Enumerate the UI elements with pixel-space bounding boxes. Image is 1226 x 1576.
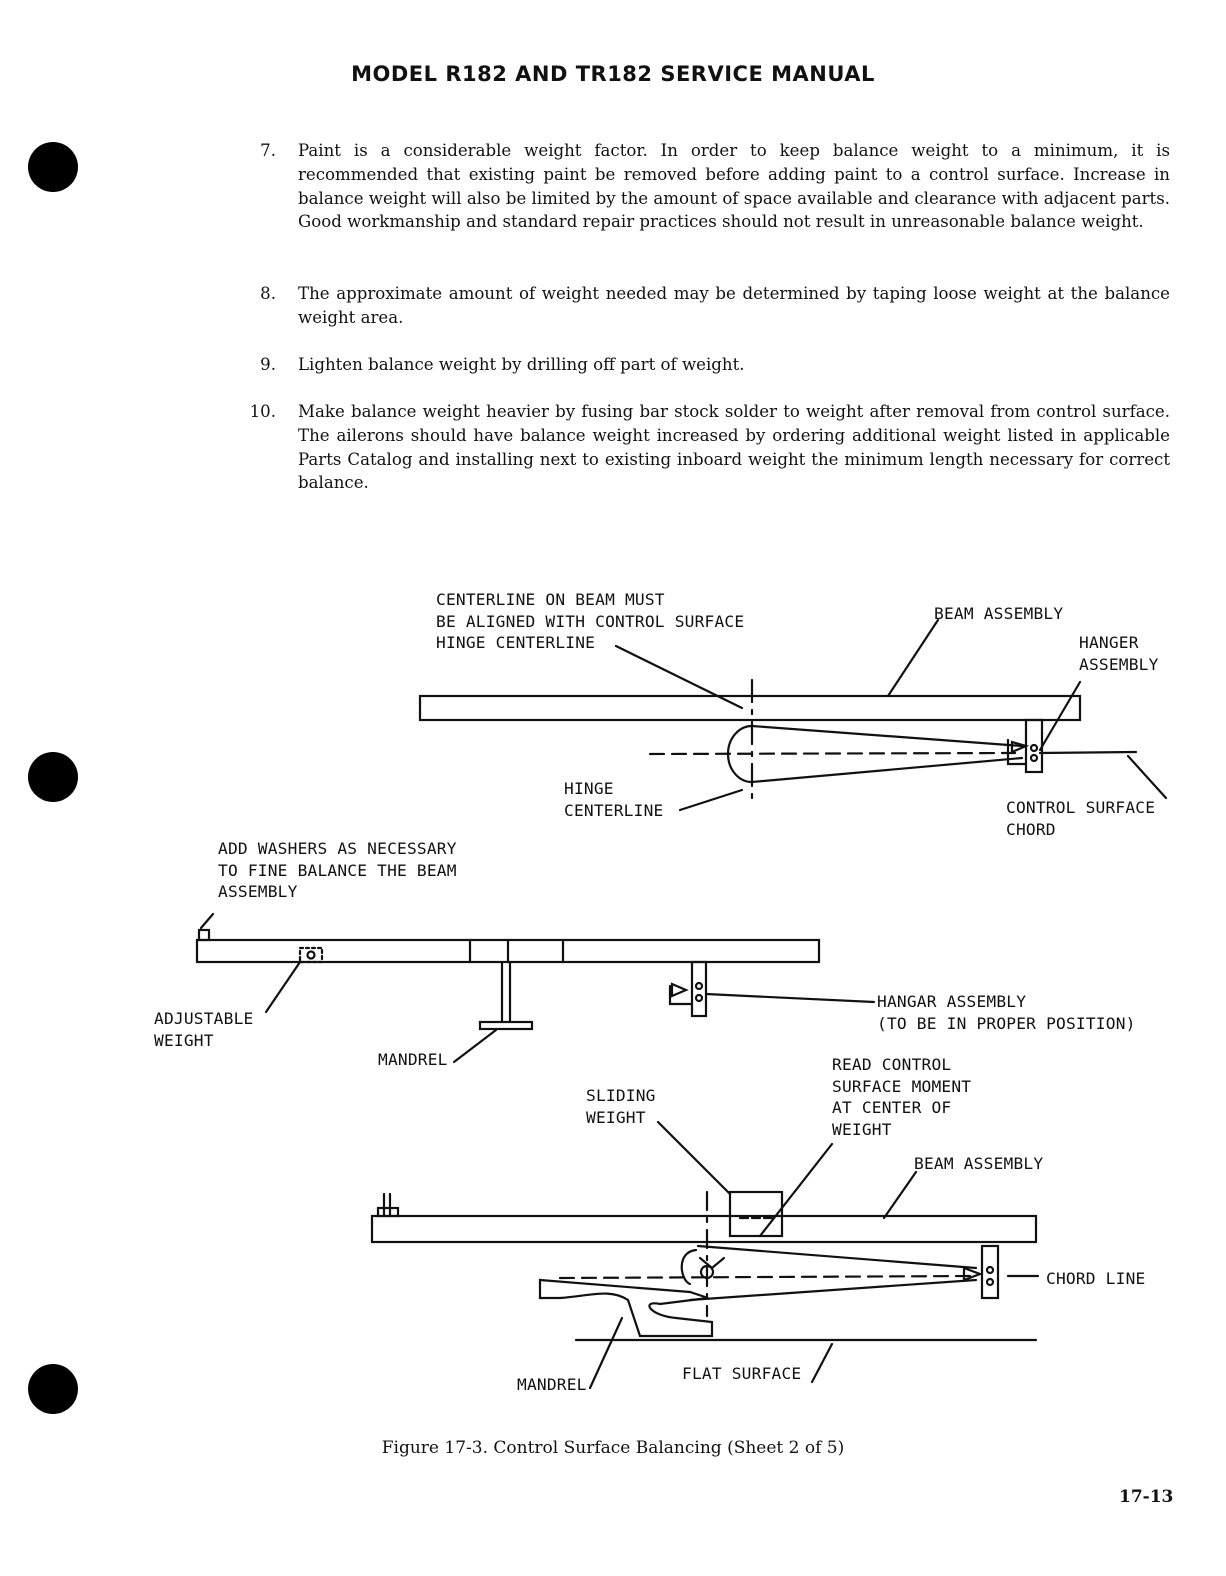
label-control-surface-chord: CONTROL SURFACE CHORD xyxy=(1006,798,1156,839)
label-beam-assembly-top: BEAM ASSEMBLY xyxy=(934,604,1064,623)
step-number: 10. xyxy=(249,402,276,421)
label-hinge-centerline: HINGE CENTERLINE xyxy=(564,779,664,820)
step-text: Make balance weight heavier by fusing bar stock solder to weight after removal from control surface. The ailerons should have balance weight increased by ordering additional weight listed in applicable Parts Catalog and installing next to existing inboard weight the minimum length necessary for correct balance. xyxy=(298,402,1170,493)
top-chord-line xyxy=(650,753,1015,754)
label-centerline-note: CENTERLINE ON BEAM MUST BE ALIGNED WITH CONTROL SURFACE HINGE CENTERLINE xyxy=(436,590,745,652)
page-header: MODEL R182 AND TR182 SERVICE MANUAL xyxy=(351,62,875,86)
bottom-chord-line xyxy=(560,1276,972,1278)
top-beam xyxy=(420,696,1080,720)
adjustable-weight xyxy=(300,948,322,962)
label-mandrel-middle: MANDREL xyxy=(378,1050,448,1069)
label-sliding-weight: SLIDING WEIGHT xyxy=(586,1086,656,1127)
bottom-beam xyxy=(372,1216,1036,1242)
page-number: 17-13 xyxy=(1119,1487,1174,1507)
step-number: 7. xyxy=(260,141,276,160)
bottom-mandrel xyxy=(540,1280,712,1336)
label-hangar-assembly: HANGAR ASSEMBLY (TO BE IN PROPER POSITION) xyxy=(877,992,1136,1033)
step-text: Paint is a considerable weight factor. In order to keep balance weight to a minimum, it is recommended that existing paint be removed before adding paint to a control surface. Increase in balance weight will also be limited by the amount of space available and clearance with adjacent parts. Good workmanship and standard repair practices should not result in unreasonable balance weight. xyxy=(298,141,1170,232)
step-number: 8. xyxy=(260,284,276,303)
label-adjustable-weight: ADJUSTABLE WEIGHT xyxy=(154,1009,254,1050)
label-mandrel-bottom: MANDREL xyxy=(517,1375,587,1394)
label-beam-assembly-bottom: BEAM ASSEMBLY xyxy=(914,1154,1044,1173)
label-flat-surface: FLAT SURFACE xyxy=(682,1364,802,1383)
middle-mandrel-base xyxy=(480,1022,532,1029)
step-text: Lighten balance weight by drilling off part of weight. xyxy=(298,355,745,374)
washer-stack xyxy=(199,930,209,940)
bottom-control-surface-nose xyxy=(682,1250,696,1284)
step-text: The approximate amount of weight needed may be determined by taping loose weight at the balance weight area. xyxy=(298,284,1170,327)
label-read-moment: READ CONTROL SURFACE MOMENT AT CENTER OF WEIGHT xyxy=(832,1055,972,1139)
label-hanger-assembly: HANGER ASSEMBLY xyxy=(1079,633,1159,674)
label-chord-line: CHORD LINE xyxy=(1046,1269,1146,1288)
label-add-washers: ADD WASHERS AS NECESSARY TO FINE BALANCE THE BEAM ASSEMBLY xyxy=(218,839,457,901)
figure-caption: Figure 17-3. Control Surface Balancing (Sheet 2 of 5) xyxy=(381,1438,845,1458)
step-number: 9. xyxy=(260,355,276,374)
sliding-weight xyxy=(730,1192,782,1236)
